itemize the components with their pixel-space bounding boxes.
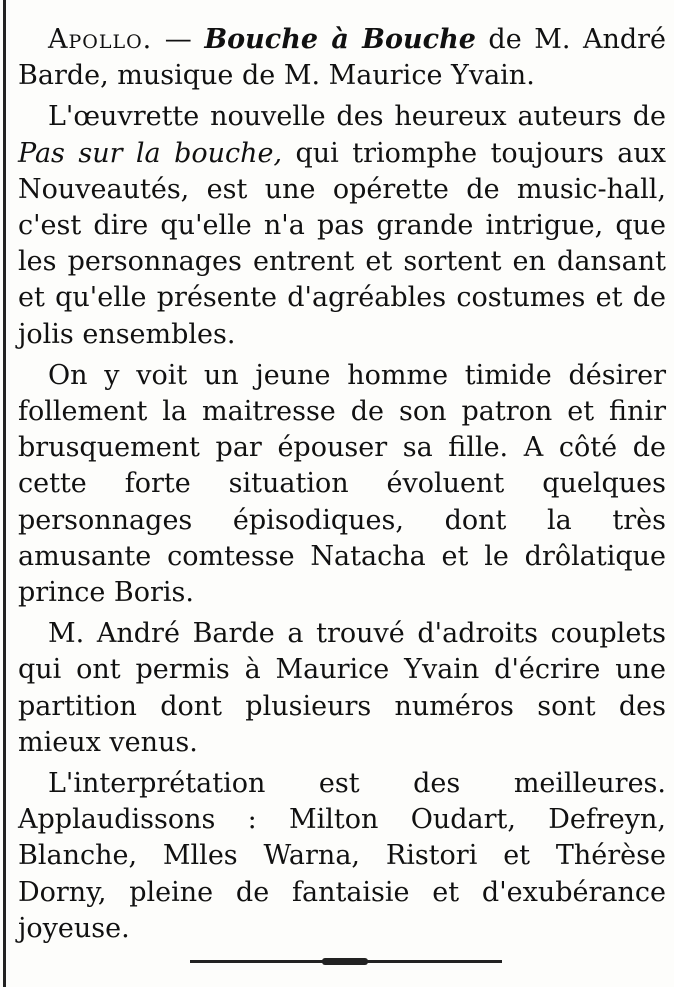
paragraph-2: On y voit un jeune homme timide désirer follement la maitresse de son patron et finir brusquement par épouser sa fille. A côté de cette forte situation évoluent quelques personnages épisodiques, dont la très amusante comtesse Natacha et le drôlatique prince Boris.	[18, 359, 666, 609]
article-headline-paragraph	[18, 22, 666, 94]
paragraph-1-text-a: L'œuvrette nouvelle des heureux auteurs de	[48, 101, 666, 133]
headline-dash: —	[152, 24, 205, 55]
theatre-name: Apollo.	[48, 24, 153, 55]
paragraph-1-text-b: qui triomphe toujours aux Nouveautés, est une opérette de music-hall, c'est dire qu'elle n'a pas grande intrigue, que les personnages entrent et sortent en dansant et qu'elle présente d'agréables costumes et de jolis ensembles.	[18, 137, 666, 350]
referenced-play-title: Pas sur la bouche,	[18, 137, 283, 169]
paragraph-3: M. André Barde a trouvé d'adroits couplets qui ont permis à Maurice Yvain d'écrire une partition dont plusieurs numéros sont des mieux venus.	[18, 618, 666, 758]
article-end-rule	[190, 960, 502, 963]
paragraph-1	[18, 99, 666, 352]
headline-credits: de M. André Barde, musique de M. Maurice Yvain.	[18, 24, 667, 92]
theatre-review-article	[18, 22, 666, 952]
column-rule	[3, 0, 6, 987]
play-title: Bouche à Bouche	[204, 24, 476, 55]
paragraph-4: L'interprétation est des meilleures. Applaudissons : Milton Oudart, Defreyn, Blanche, Mlles Warna, Ristori et Thérèse Dorny, pleine de fantaisie et d'exubérance joyeuse.	[18, 768, 666, 944]
